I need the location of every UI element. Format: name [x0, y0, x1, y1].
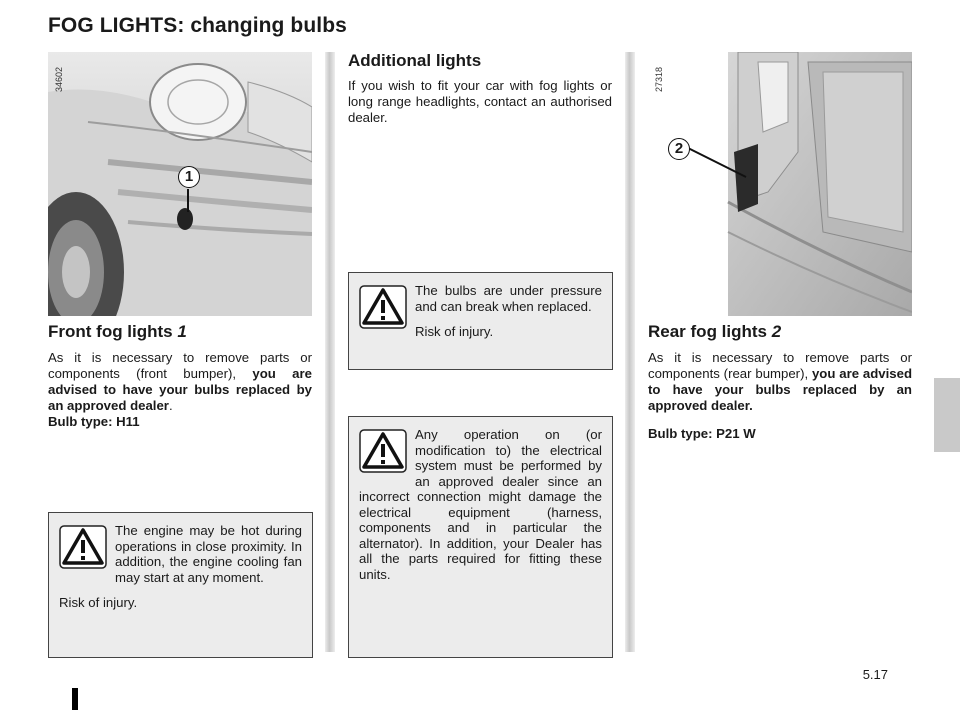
heading-number: 1 — [177, 322, 187, 341]
body-text: As it is necessary to remove parts or components (front bumper), — [48, 350, 312, 381]
warning-text: The engine may be hot during operations in close proximity. In addition, the engine cooling fan may start at any moment. — [115, 523, 302, 585]
warning-box-pressure — [348, 272, 613, 370]
figure-code-front: 34602 — [54, 66, 64, 92]
front-fog-lights-body — [48, 350, 312, 430]
body-emphasis: you are advised to have your bulbs replaced by an approved dealer — [48, 366, 312, 413]
heading-text: Front fog lights — [48, 322, 178, 341]
warning-triangle-icon — [359, 285, 407, 329]
front-fog-lights-heading — [48, 322, 187, 342]
page-title: FOG LIGHTS: changing bulbs — [48, 14, 347, 37]
additional-lights-heading: Additional lights — [348, 51, 482, 70]
heading-text: Rear fog lights — [648, 322, 772, 341]
rear-bumper-illustration — [648, 52, 912, 316]
heading-number: 2 — [771, 322, 782, 341]
body-emphasis: you are advised to have your bulbs replaced by an approved dealer. — [648, 366, 912, 413]
warning-text: Any operation on (or modification to) the electrical system must be performed by an approved dealer since an incorrect connection might damage the electrical equipment (harness, components and in particular the alternator). In addition, your Dealer has all the parts required for fitting these units. — [359, 427, 602, 582]
body-end: . — [168, 398, 173, 413]
warning-text: The bulbs are under pressure and can break when replaced. — [415, 283, 602, 314]
warning-risk: Risk of injury. — [59, 595, 138, 610]
bulb-type-text: Bulb type: P21 W — [648, 426, 756, 441]
column-divider-right — [625, 52, 635, 652]
figure-code-rear: 27318 — [654, 66, 664, 92]
rear-bumper-photo — [648, 52, 912, 316]
column-divider-left — [325, 52, 335, 652]
rear-fog-lights-heading — [648, 322, 781, 342]
warning-risk: Risk of injury. — [415, 324, 494, 339]
bulb-type-rear — [648, 426, 912, 442]
warning-box-electrical — [348, 416, 613, 658]
warning-triangle-icon — [59, 525, 107, 569]
section-edge-tab — [934, 378, 960, 452]
page-number: 5.17 — [862, 667, 888, 682]
rear-fog-lights-body — [648, 350, 912, 414]
bulb-type-front: Bulb type: H11 — [48, 414, 140, 429]
warning-box-engine — [48, 512, 313, 658]
warning-triangle-icon — [359, 429, 407, 473]
callout-1: 1 — [178, 166, 200, 188]
bottom-marker — [72, 688, 78, 710]
body-text: As it is necessary to remove parts or components (rear bumper), — [648, 350, 912, 381]
callout-2: 2 — [668, 138, 690, 160]
additional-lights-body: If you wish to fit your car with fog lights or long range headlights, contact an authorised dealer. — [348, 78, 612, 125]
